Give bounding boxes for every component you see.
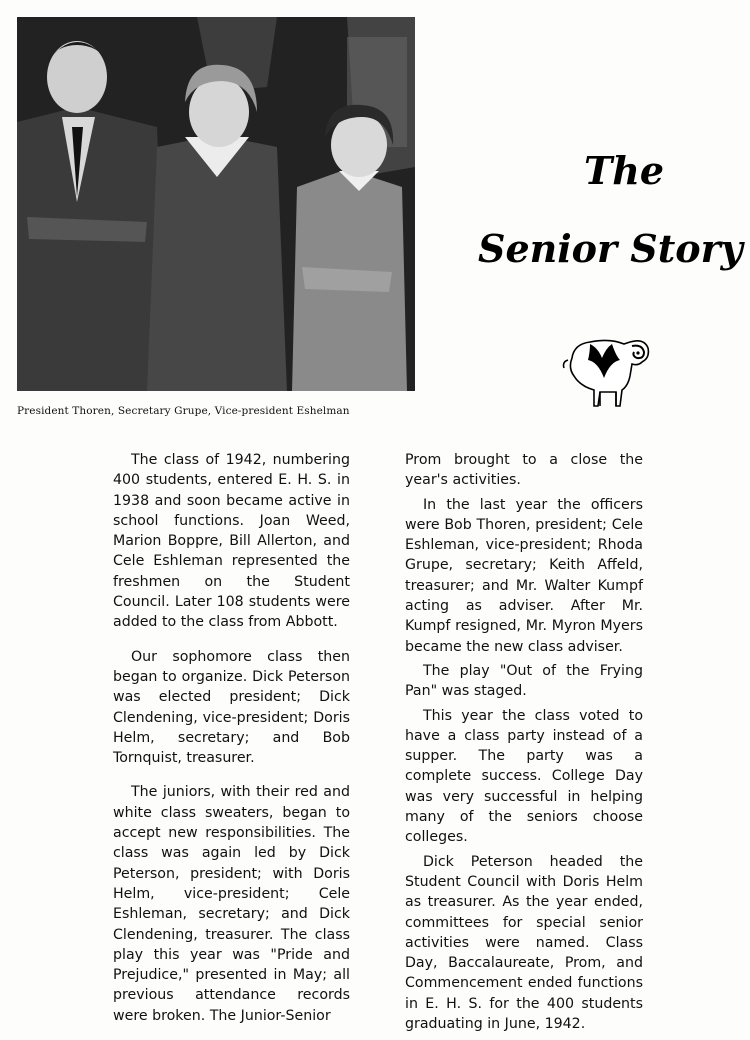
- paragraph-continuation: Prom brought to a close the year's activities.: [405, 452, 643, 489]
- title-line-2: Senior Story: [478, 226, 743, 271]
- paragraph: Dick Peterson headed the Student Council with Doris Helm as treasurer. As the year ended, committees for special senior activities were named. Class Day, Baccalaureate, Prom, and Commencement ended functions in E. H. S. for the 400 students graduating in June, 1942.: [405, 853, 643, 1033]
- article-column-1: [113, 450, 350, 1026]
- paragraph: The juniors, with their red and white class sweaters, began to accept new responsibilities. The class was again led by Dick Peterson, president; with Doris Helm, vice-president; Cele Eshleman, secretary; and Dick Clendening, treasurer. The class play this year was "Pride and Prejudice," presented in May; all previous attendance records were broken. The Junior-Senior: [113, 784, 350, 1024]
- paragraph: The play "Out of the Frying Pan" was staged.: [405, 662, 643, 700]
- article-column-2: [405, 450, 643, 1034]
- paragraph: Our sophomore class then began to organize. Dick Peterson was elected president; Dick Clendening, vice-president; Doris Helm, secretary; and Bob Tornquist, treasurer.: [113, 648, 350, 767]
- paragraph: In the last year the officers were Bob Thoren, president; Cele Eshleman, vice-president; Rhoda Grupe, secretary; Keith Affeld, treasurer; and Mr. Walter Kumpf acting as adviser. After Mr. Kumpf resigned, Mr. Myron Myers became the new class adviser.: [405, 496, 643, 655]
- officers-photo: [17, 17, 415, 391]
- paragraph: The class of 1942, numbering 400 students, entered E. H. S. in 1938 and soon became active in school functions. Joan Weed, Marion Boppre, Bill Allerton, and Cele Eshleman represented the freshmen on the Student Council. Later 108 students were added to the class from Abbott.: [113, 452, 350, 631]
- officers-photo-image: [17, 17, 415, 391]
- paragraph: This year the class voted to have a class party instead of a supper. The party was a complete success. College Day was very successful in helping many of the seniors choose colleges.: [405, 707, 643, 846]
- ram-icon: [560, 332, 652, 410]
- photo-caption: President Thoren, Secretary Grupe, Vice-president Eshelman: [17, 405, 350, 417]
- title-line-1: The: [584, 148, 665, 193]
